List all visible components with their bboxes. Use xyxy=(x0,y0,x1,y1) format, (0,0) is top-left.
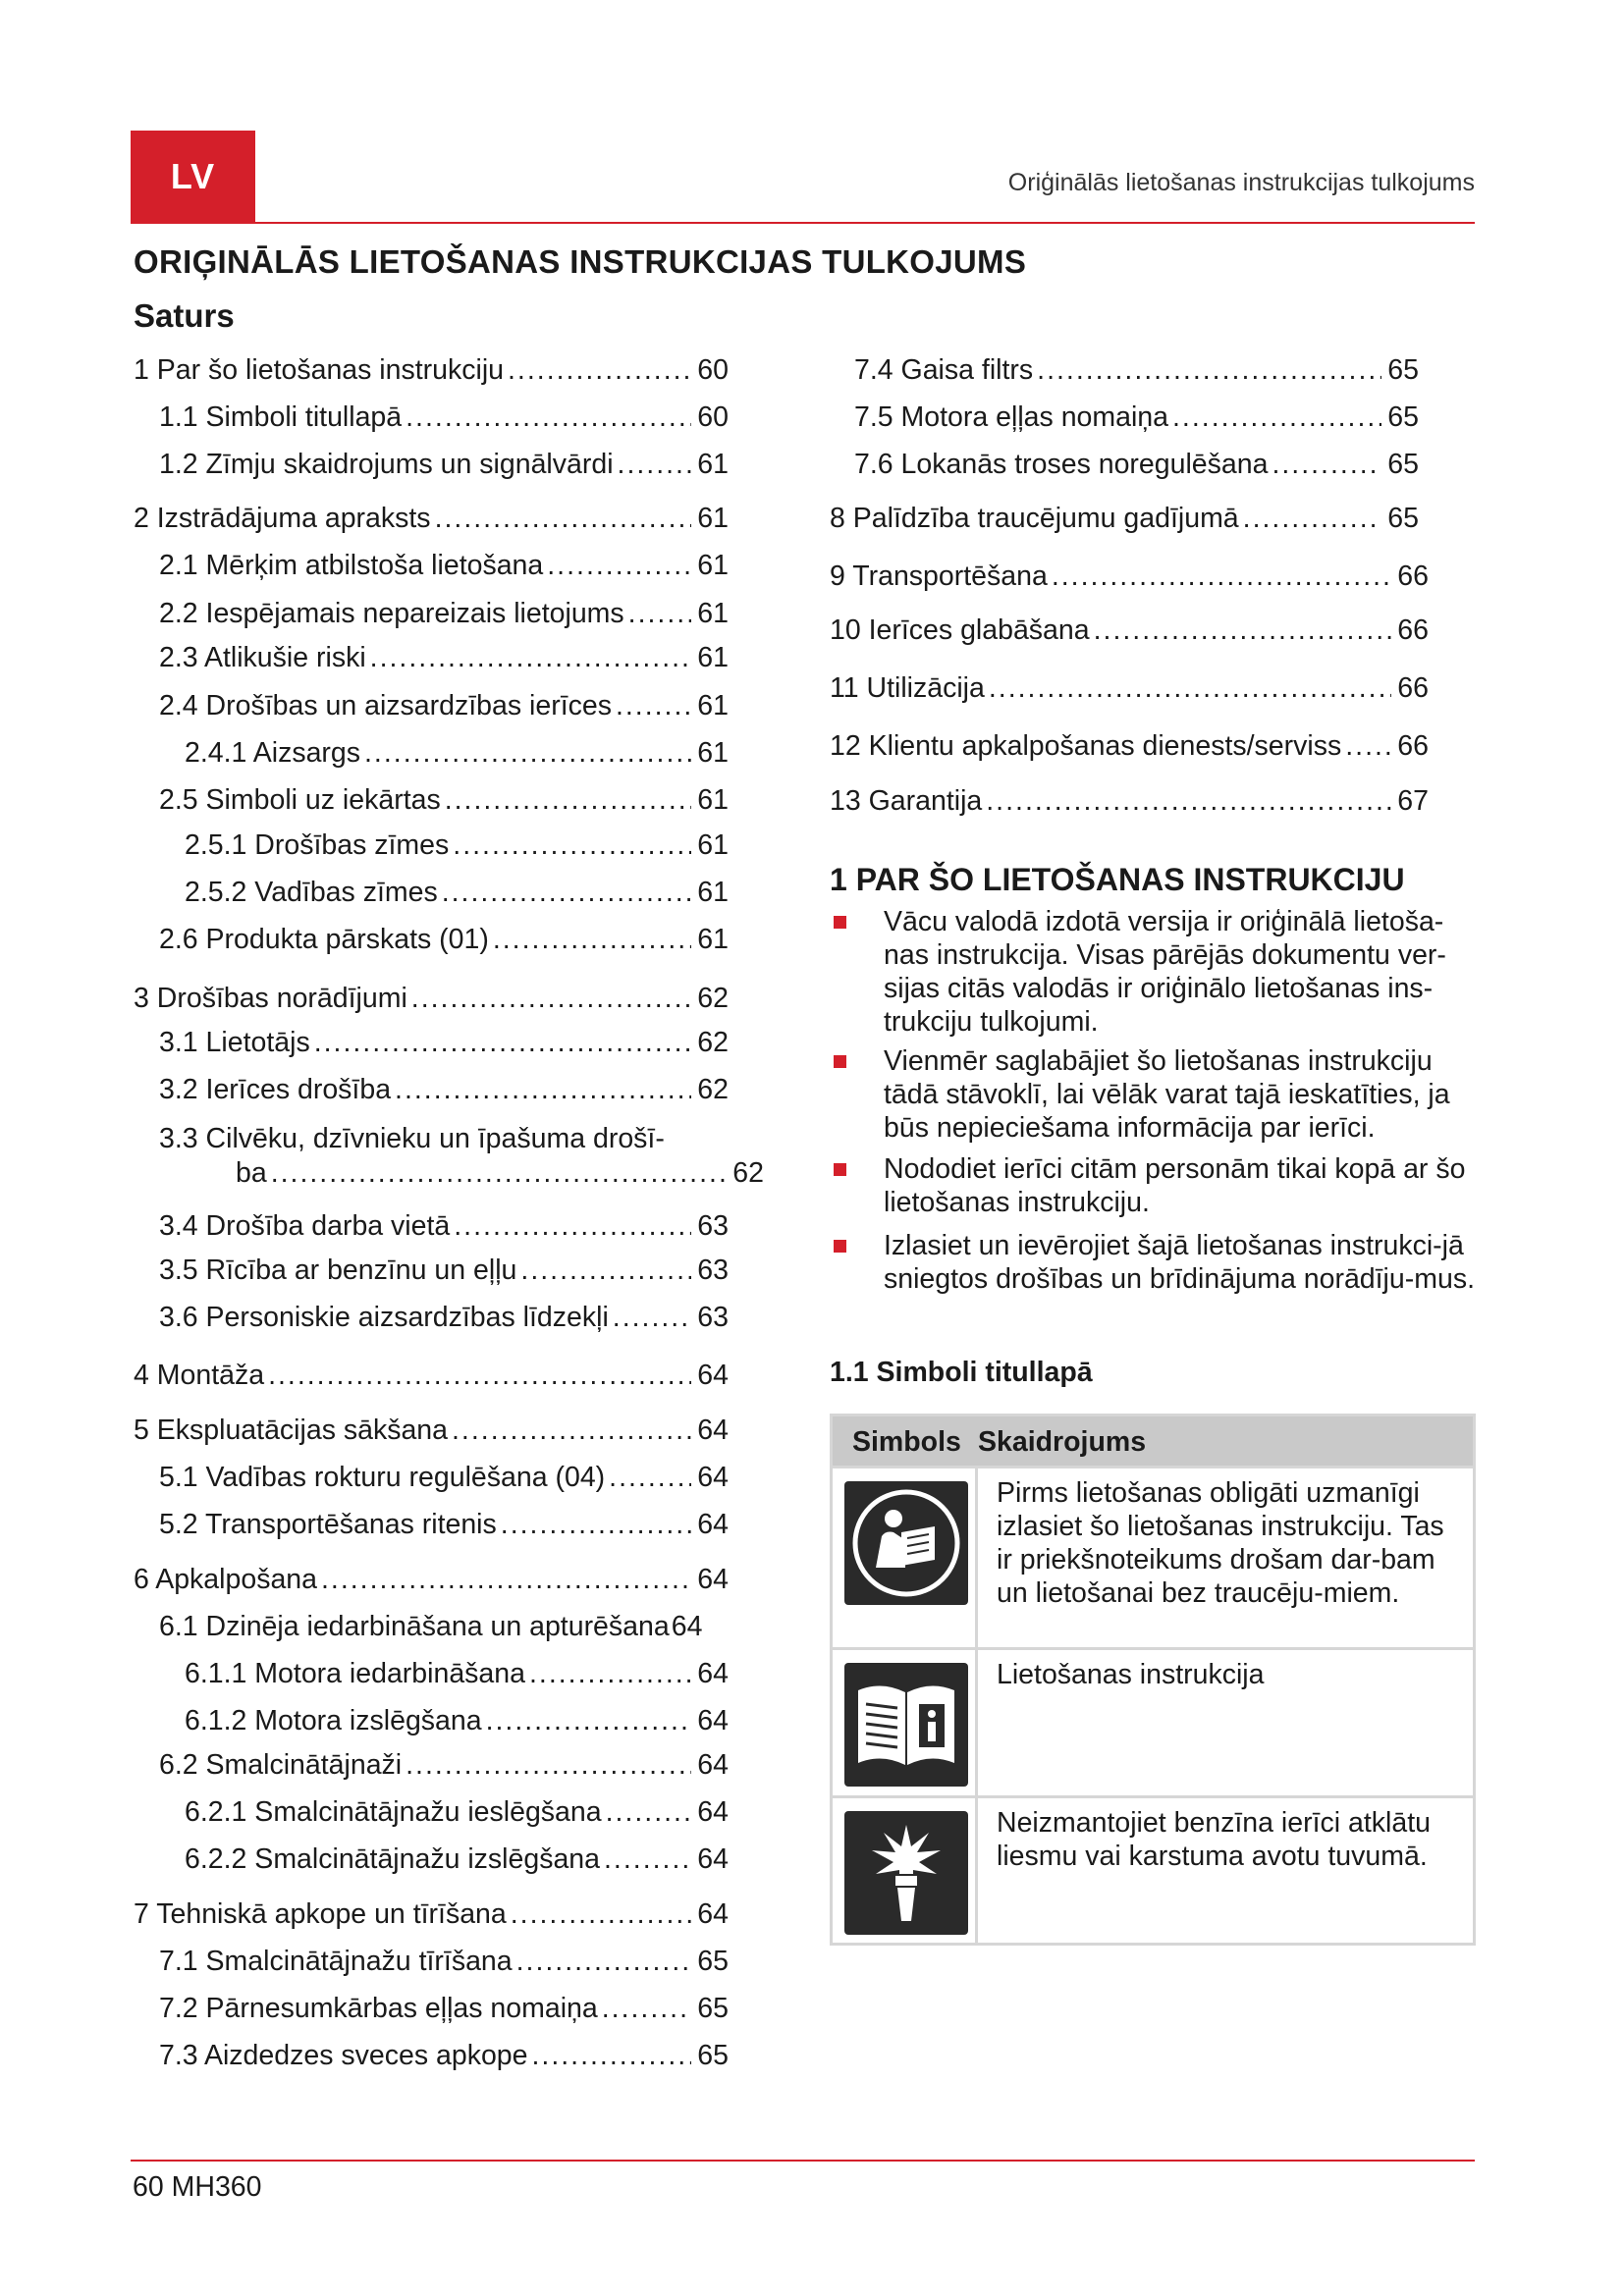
toc-entry[interactable]: 5.1 Vadības rokturu regulēšana (04) ..... 64 xyxy=(159,1461,729,1494)
toc-entry[interactable]: 2.4 Drošības un aizsardzības ierīces ..... 61 xyxy=(159,689,729,722)
toc-entry[interactable]: 3.6 Personiskie aizsardzības līdzekļi ..... 63 xyxy=(159,1301,729,1334)
list-item-text: Izlasiet un ievērojiet šajā lietošanas instrukci-jā sniegtos drošības un brīdinājuma norādīju-mus. xyxy=(884,1230,1475,1295)
toc-entry[interactable]: 2.3 Atlikušie riski ..... 61 xyxy=(159,641,729,674)
toc-entry[interactable]: 3.3 Cilvēku, dzīvnieku un īpašuma drošī- xyxy=(159,1123,665,1154)
toc-entry[interactable]: 6.1.1 Motora iedarbināšana ..... 64 xyxy=(185,1657,729,1690)
toc-entry[interactable]: 1.2 Zīmju skaidrojums un signālvārdi ..... 61 xyxy=(159,448,729,481)
document-title: ORIĢINĀLĀS LIETOŠANAS INSTRUKCIJAS TULKOJUMS xyxy=(134,243,1027,280)
table-row xyxy=(833,1647,1473,1798)
subsection-heading: 1.1 Simboli titullapā xyxy=(830,1357,1093,1388)
toc-entry[interactable]: 3.4 Drošība darba vietā ..... 63 xyxy=(159,1209,729,1243)
toc-entry[interactable]: 6.2.1 Smalcinātājnažu ieslēgšana ..... 64 xyxy=(185,1795,729,1829)
table-header xyxy=(833,1416,1473,1466)
no-open-flame-icon xyxy=(844,1811,968,1935)
toc-entry[interactable]: 12 Klientu apkalpošanas dienests/serviss ..... 66 xyxy=(830,729,1429,763)
list-item-text: Vācu valodā izdotā versija ir oriģinālā lietoša-nas instrukcija. Visas pārējās dokumentu ver-sijas citās valodās ir oriģinālo lietošanas ins-trukciju tulkojumi. xyxy=(884,906,1446,1038)
toc-entry[interactable]: 6.2.2 Smalcinātājnažu izslēgšana ..... 64 xyxy=(185,1842,729,1876)
toc-entry[interactable]: 2.1 Mērķim atbilstoša lietošana ..... 61 xyxy=(159,549,729,582)
toc-entry[interactable]: 9 Transportēšana ..... 66 xyxy=(830,560,1429,593)
header-divider xyxy=(131,222,1475,224)
toc-entry[interactable]: 2.4.1 Aizsargs ..... 61 xyxy=(185,736,729,770)
contents-title: Saturs xyxy=(134,297,235,334)
toc-entry[interactable]: 1 Par šo lietošanas instrukciju ..... 60 xyxy=(134,353,729,387)
explanation-text: Pirms lietošanas obligāti uzmanīgi izlasiet šo lietošanas instrukciju. Tas ir priekšnoteikums drošam dar-bam un lietošanai bez traucēju-miem. xyxy=(997,1477,1444,1609)
section-heading: 1 PAR ŠO LIETOŠANAS INSTRUKCIJU xyxy=(830,862,1405,897)
toc-entry[interactable]: 5 Ekspluatācijas sākšana ..... 64 xyxy=(134,1414,729,1447)
toc-entry[interactable]: 13 Garantija ..... 67 xyxy=(830,784,1429,818)
list-item xyxy=(830,1044,1478,1145)
toc-entry[interactable]: ba ..... 62 xyxy=(236,1156,764,1190)
toc-entry[interactable]: 6.2 Smalcinātājnaži ..... 64 xyxy=(159,1748,729,1782)
toc-entry[interactable]: 3.1 Lietotājs ..... 62 xyxy=(159,1026,729,1059)
toc-entry[interactable]: 11 Utilizācija ..... 66 xyxy=(830,671,1429,705)
toc-entry[interactable]: 6.1 Dzinēja iedarbināšana un apturēšana 64 xyxy=(159,1611,703,1642)
symbol-cell xyxy=(833,1650,978,1798)
symbol-cell xyxy=(833,1798,978,1946)
toc-entry[interactable]: 1.1 Simboli titullapā ..... 60 xyxy=(159,400,729,434)
toc-entry[interactable]: 6.1.2 Motora izslēgšana ..... 64 xyxy=(185,1704,729,1737)
toc-entry[interactable]: 2.6 Produkta pārskats (01) ..... 61 xyxy=(159,923,729,956)
bullet-square-icon xyxy=(834,1240,846,1253)
list-item-text: Vienmēr saglabājiet šo lietošanas instrukciju tādā stāvoklī, lai vēlāk varat tajā ieskatīties, ja būs nepieciešama informācija par ierīci. xyxy=(884,1045,1450,1144)
list-item xyxy=(830,1152,1478,1219)
explanation-text: Lietošanas instrukcija xyxy=(997,1659,1265,1690)
toc-entry[interactable]: 7.6 Lokanās troses noregulēšana ..... 65 xyxy=(854,448,1419,481)
toc-entry[interactable]: 4 Montāža ..... 64 xyxy=(134,1359,729,1392)
toc-entry[interactable]: 8 Palīdzība traucējumu gadījumā ..... 65 xyxy=(830,502,1419,535)
toc-entry[interactable]: 7.5 Motora eļļas nomaiņa ..... 65 xyxy=(854,400,1419,434)
header-title: Oriģinālās lietošanas instrukcijas tulkojums xyxy=(1007,169,1475,196)
page-footer: 60 MH360 xyxy=(133,2171,262,2203)
toc-entry[interactable]: 3 Drošības norādījumi ..... 62 xyxy=(134,982,729,1015)
list-item-text: Nododiet ierīci citām personām tikai kopā ar šo lietošanas instrukciju. xyxy=(884,1153,1466,1218)
table-row xyxy=(833,1466,1473,1650)
read-manual-icon xyxy=(844,1481,968,1605)
toc-entry[interactable]: 2.5.1 Drošības zīmes ..... 61 xyxy=(185,828,729,862)
toc-entry[interactable]: 10 Ierīces glabāšana ..... 66 xyxy=(830,614,1429,647)
toc-entry[interactable]: 3.5 Rīcība ar benzīnu un eļļu ..... 63 xyxy=(159,1254,729,1287)
bullet-square-icon xyxy=(834,916,846,929)
toc-entry[interactable]: 2.5.2 Vadības zīmes ..... 61 xyxy=(185,876,729,909)
table-row xyxy=(833,1795,1473,1946)
symbol-table xyxy=(830,1414,1476,1946)
toc-entry[interactable]: 2 Izstrādājuma apraksts ..... 61 xyxy=(134,502,729,535)
footer-divider xyxy=(131,2160,1475,2162)
bullet-square-icon xyxy=(834,1163,846,1176)
toc-entry[interactable]: 3.2 Ierīces drošība ..... 62 xyxy=(159,1073,729,1106)
symbol-cell xyxy=(833,1468,978,1650)
list-item xyxy=(830,905,1478,1039)
toc-entry[interactable]: 7 Tehniskā apkope un tīrīšana ..... 64 xyxy=(134,1897,729,1931)
bullet-square-icon xyxy=(834,1055,846,1068)
explanation-text: Neizmantojiet benzīna ierīci atklātu liesmu vai karstuma avotu tuvumā. xyxy=(997,1807,1431,1872)
language-badge: LV xyxy=(131,131,255,223)
toc-entry[interactable]: 7.4 Gaisa filtrs ..... 65 xyxy=(854,353,1419,387)
toc-entry[interactable]: 7.1 Smalcinātājnažu tīrīšana ..... 65 xyxy=(159,1945,729,1978)
toc-entry[interactable]: 7.2 Pārnesumkārbas eļļas nomaiņa ..... 65 xyxy=(159,1992,729,2025)
column-header-explanation: Skaidrojums xyxy=(978,1426,1147,1458)
toc-entry[interactable]: 2.2 Iespējamais nepareizais lietojums ..... 61 xyxy=(159,597,729,630)
toc-entry[interactable]: 2.5 Simboli uz iekārtas ..... 61 xyxy=(159,783,729,817)
column-header-symbol: Simbols xyxy=(852,1426,961,1458)
toc-entry[interactable]: 5.2 Transportēšanas ritenis ..... 64 xyxy=(159,1508,729,1541)
instruction-manual-icon xyxy=(844,1663,968,1787)
toc-entry[interactable]: 6 Apkalpošana ..... 64 xyxy=(134,1563,729,1596)
list-item xyxy=(830,1229,1478,1296)
toc-entry[interactable]: 7.3 Aizdedzes sveces apkope ..... 65 xyxy=(159,2039,729,2072)
